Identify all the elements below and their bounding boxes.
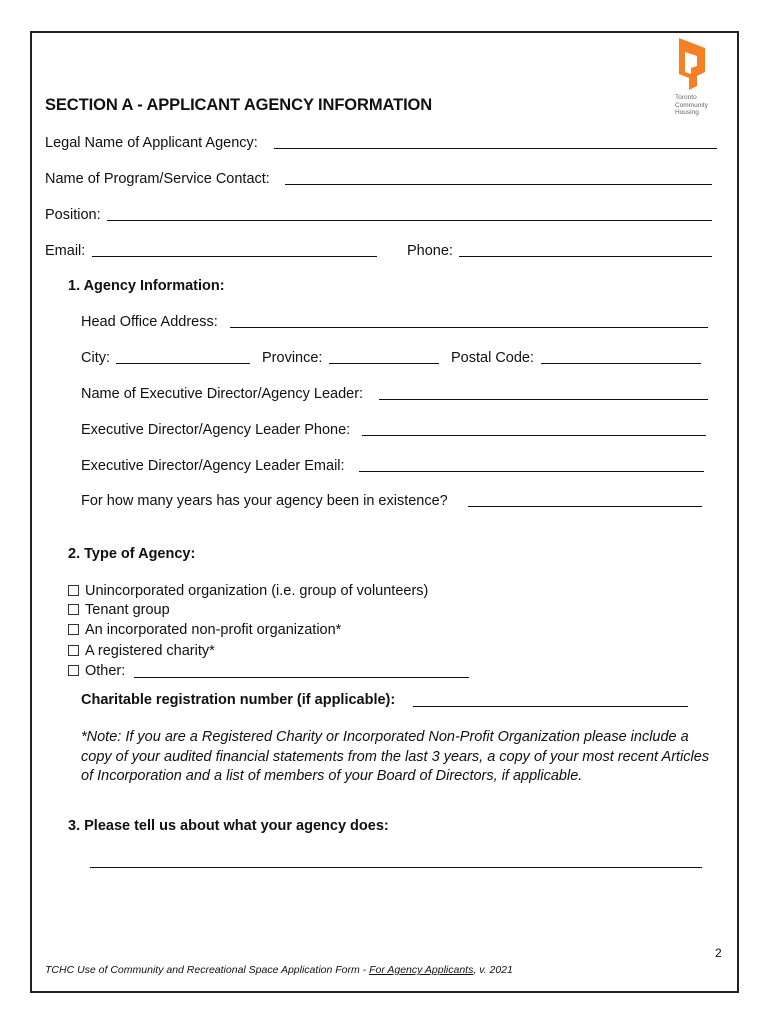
other-type-field[interactable] <box>134 677 469 678</box>
ed-name-label: Name of Executive Director/Agency Leader: <box>81 386 364 402</box>
option-label: A registered charity* <box>85 643 215 659</box>
footer-link: For Agency Applicants <box>369 964 474 976</box>
checkbox[interactable] <box>68 645 79 656</box>
agency-type-option[interactable] <box>68 601 170 619</box>
agency-type-option[interactable] <box>68 582 428 600</box>
section-title: SECTION A - APPLICANT AGENCY INFORMATION <box>45 96 433 114</box>
position-field[interactable] <box>107 220 712 221</box>
phone-field[interactable] <box>459 256 712 257</box>
option-label: Other: <box>85 663 126 679</box>
logo-wordmark <box>675 94 715 117</box>
agency-type-option[interactable] <box>68 662 125 680</box>
agency-info-title: 1. Agency Information: <box>68 278 225 294</box>
ed-name-field[interactable] <box>379 399 708 400</box>
email-label: Email: <box>45 243 86 259</box>
option-label: Tenant group <box>85 602 170 618</box>
footer-suffix: , v. 2021 <box>473 964 513 976</box>
checkbox[interactable] <box>68 624 79 635</box>
logo-line: Toronto <box>675 94 697 101</box>
province-label: Province: <box>262 350 323 366</box>
agency-type-option[interactable] <box>68 621 341 639</box>
email-field[interactable] <box>92 256 377 257</box>
tchc-logo <box>673 38 713 120</box>
option-label: An incorporated non-profit organization* <box>85 622 342 638</box>
option-label: Unincorporated organization (i.e. group of volunteers) <box>85 583 429 599</box>
agency-type-option[interactable] <box>68 642 215 660</box>
charitable-number-label: Charitable registration number (if applicable): <box>81 692 396 708</box>
charitable-number-field[interactable] <box>413 706 688 707</box>
city-field[interactable] <box>116 363 250 364</box>
legal-name-field[interactable] <box>274 148 717 149</box>
position-label: Position: <box>45 207 101 223</box>
agency-does-field[interactable] <box>90 867 702 868</box>
province-field[interactable] <box>329 363 439 364</box>
footer-prefix: TCHC Use of Community and Recreational Space Application Form - <box>45 964 370 976</box>
city-label: City: <box>81 350 110 366</box>
head-office-label: Head Office Address: <box>81 314 218 330</box>
legal-name-label: Legal Name of Applicant Agency: <box>45 135 258 151</box>
postal-code-label: Postal Code: <box>451 350 535 366</box>
phone-label: Phone: <box>407 243 453 259</box>
contact-name-label: Name of Program/Service Contact: <box>45 171 270 187</box>
tchc-logo-icon <box>675 38 709 90</box>
checkbox[interactable] <box>68 585 79 596</box>
head-office-field[interactable] <box>230 327 708 328</box>
agency-type-title: 2. Type of Agency: <box>68 546 196 562</box>
ed-phone-field[interactable] <box>362 435 706 436</box>
agency-does-title: 3. Please tell us about what your agency does: <box>68 818 389 834</box>
logo-line: Housing <box>675 109 699 116</box>
ed-phone-label: Executive Director/Agency Leader Phone: <box>81 422 351 438</box>
page-number: 2 <box>715 946 722 960</box>
years-field[interactable] <box>468 506 702 507</box>
ed-email-label: Executive Director/Agency Leader Email: <box>81 458 345 474</box>
financial-note: *Note: If you are a Registered Charity or Incorporated Non-Profit Organization please include a copy of your audited financial statements from the last 3 years, a copy of your most recent Articles of Incorporation and a list of members of your Board of Directors, if applicable. <box>81 729 710 784</box>
footer-text <box>45 964 513 976</box>
logo-line: Community <box>675 101 708 109</box>
contact-name-field[interactable] <box>285 184 712 185</box>
postal-code-field[interactable] <box>541 363 701 364</box>
checkbox[interactable] <box>68 665 79 676</box>
years-label: For how many years has your agency been in existence? <box>81 493 448 509</box>
ed-email-field[interactable] <box>359 471 704 472</box>
checkbox[interactable] <box>68 604 79 615</box>
